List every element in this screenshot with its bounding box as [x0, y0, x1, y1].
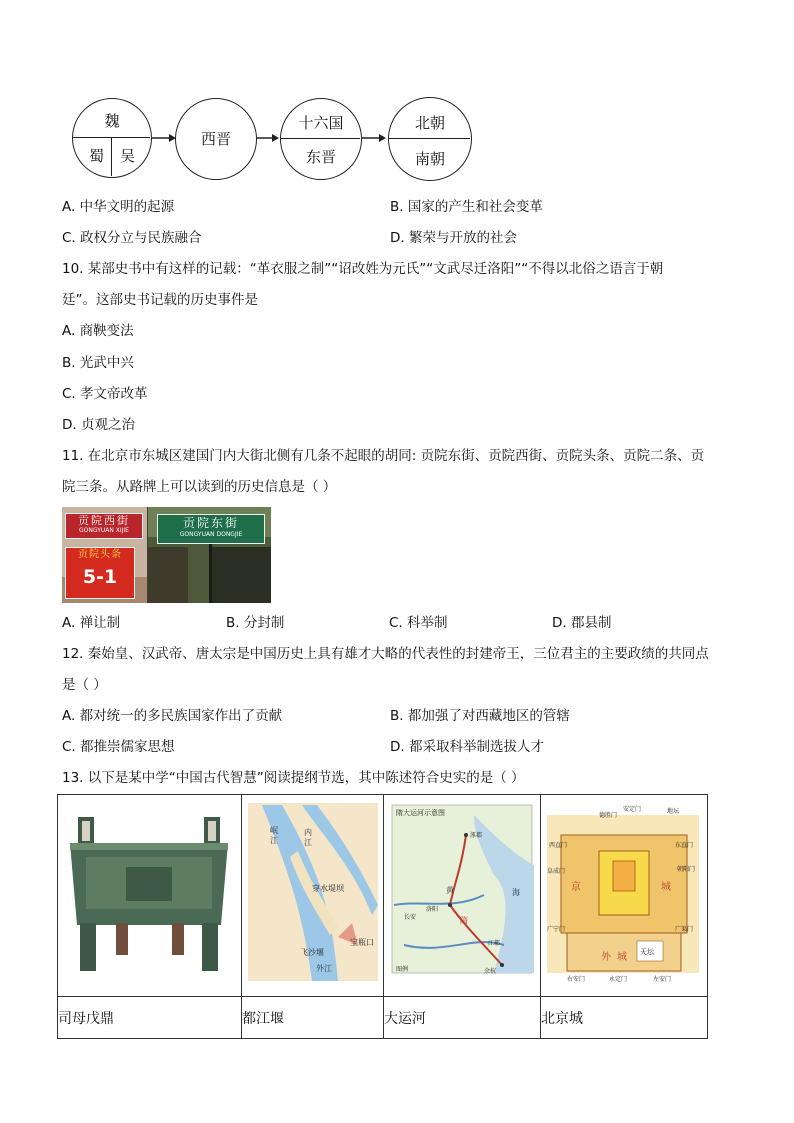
svg-text:涿郡: 涿郡 — [470, 832, 483, 839]
svg-text:飞沙堰: 飞沙堰 — [300, 948, 324, 957]
q9-option-c[interactable]: C. 政权分立与民族融合 — [62, 230, 202, 246]
q10-option-c[interactable]: C. 孝文帝改革 — [62, 386, 148, 402]
q13-table — [57, 794, 708, 1039]
svg-text:京: 京 — [571, 882, 581, 893]
arrow-icon — [362, 131, 388, 145]
caption-ding: 司母戊鼎 — [58, 997, 242, 1039]
caption-canal: 大运河 — [384, 997, 541, 1039]
image-cell-beijing — [541, 795, 708, 997]
svg-text:朝阳门: 朝阳门 — [677, 866, 696, 873]
svg-text:右安门: 右安门 — [567, 976, 586, 983]
q10-option-d[interactable]: D. 贞观之治 — [62, 417, 135, 433]
svg-text:隋大运河示意图: 隋大运河示意图 — [396, 809, 445, 817]
arrow-icon — [257, 131, 281, 145]
sign-gongyuan-xijie: 贡院西街 GONGYUAN XIJIE — [65, 513, 143, 539]
grand-canal-map — [384, 795, 540, 992]
label-sixteen-kingdoms: 十六国 — [298, 114, 344, 132]
svg-text:海: 海 — [512, 888, 520, 897]
svg-text:地坛: 地坛 — [667, 808, 680, 815]
q9-option-d[interactable]: D. 繁荣与开放的社会 — [390, 230, 517, 246]
svg-text:内: 内 — [304, 828, 312, 837]
q11-stem-line2: 院三条。从路牌上可以读到的历史信息是（ ） — [62, 479, 337, 495]
circle-north-south — [388, 97, 472, 181]
simu-wu-ding-image — [58, 795, 241, 992]
svg-text:西直门: 西直门 — [549, 842, 568, 849]
label-dongjin: 东晋 — [305, 148, 336, 166]
q12-stem-line2: 是（ ） — [62, 677, 107, 693]
svg-text:城: 城 — [661, 882, 671, 893]
svg-text:江: 江 — [270, 836, 278, 845]
sign-gongyuan-toutiao: 贡院头条 5-1 — [65, 547, 135, 599]
circle-xijin — [175, 98, 257, 180]
sign-gongyuan-dongjie: 贡院东街 GONGYUAN DONGJIE — [157, 514, 265, 544]
svg-text:江都: 江都 — [488, 940, 501, 947]
label-beichao: 北朝 — [414, 114, 445, 132]
q11-option-b[interactable]: B. 分封制 — [226, 615, 285, 631]
svg-text:安定门: 安定门 — [623, 806, 642, 813]
q11-option-c[interactable]: C. 科举制 — [389, 615, 448, 631]
svg-text:广渠门: 广渠门 — [675, 926, 694, 933]
image-cell-canal — [384, 795, 541, 997]
label-xijin: 西晋 — [200, 130, 231, 148]
circle-sixteen-kingdoms — [280, 98, 362, 180]
svg-text:阜成门: 阜成门 — [547, 868, 566, 875]
svg-text:永定门: 永定门 — [609, 976, 628, 983]
label-wu: 吴 — [120, 147, 136, 165]
image-cell-ding — [58, 795, 242, 997]
svg-text:广宁门: 广宁门 — [547, 926, 566, 933]
svg-text:隋: 隋 — [460, 916, 468, 925]
q9-option-a[interactable]: A. 中华文明的起源 — [62, 199, 175, 215]
svg-text:图例: 图例 — [396, 966, 409, 973]
image-cell-dujiangyan — [242, 795, 384, 997]
svg-text:德胜门: 德胜门 — [599, 812, 618, 819]
q12-option-c[interactable]: C. 都推崇儒家思想 — [62, 739, 175, 755]
svg-text:左安门: 左安门 — [653, 976, 672, 983]
q11-option-d[interactable]: D. 郡县制 — [552, 615, 612, 631]
svg-text:余杭: 余杭 — [484, 968, 497, 975]
svg-text:天坛: 天坛 — [640, 948, 654, 956]
circle-wei-shu-wu — [72, 98, 152, 178]
street-sign-photo — [62, 507, 271, 603]
label-wei: 魏 — [104, 112, 120, 130]
svg-text:外江: 外江 — [316, 964, 332, 973]
svg-text:岷: 岷 — [270, 826, 278, 835]
caption-beijing: 北京城 — [541, 997, 708, 1039]
q13-stem: 13. 以下是某中学“中国古代智慧”阅读提纲节选，其中陈述符合史实的是（ ） — [62, 770, 525, 786]
q10-stem-line2: 廷”。这部史书记载的历史事件是 — [62, 292, 258, 308]
q12-option-b[interactable]: B. 都加强了对西藏地区的管辖 — [390, 708, 570, 724]
q10-stem-line1: 10. 某部史书中有这样的记载：“革衣服之制”“诏改姓为元氏”“文武尽迁洛阳”“不得以北俗之语言于朝 — [62, 261, 664, 277]
svg-text:穿水堤坝: 穿水堤坝 — [312, 884, 344, 893]
q12-option-d[interactable]: D. 都采取科举制选拔人才 — [390, 739, 544, 755]
caption-dujiangyan: 都江堰 — [242, 997, 384, 1039]
q12-stem-line1: 12. 秦始皇、汉武帝、唐太宗是中国历史上具有雄才大略的代表性的封建帝王，三位君主的主要政绩的共同点 — [62, 646, 709, 662]
label-nanchao: 南朝 — [414, 150, 445, 168]
svg-text:东直门: 东直门 — [675, 842, 694, 849]
svg-text:江: 江 — [304, 838, 312, 847]
svg-text:外: 外 — [601, 952, 611, 963]
beijing-city-map — [541, 795, 707, 992]
q11-stem-line1: 11. 在北京市东城区建国门内大街北侧有几条不起眼的胡同: 贡院东街、贡院西街、贡院头条、贡院二条、贡 — [62, 448, 705, 464]
svg-text:洛阳: 洛阳 — [426, 906, 439, 913]
svg-text:城: 城 — [617, 952, 627, 963]
svg-text:长安: 长安 — [404, 914, 417, 921]
q11-option-a[interactable]: A. 禅让制 — [62, 615, 121, 631]
label-shu: 蜀 — [89, 147, 105, 165]
q10-option-b[interactable]: B. 光武中兴 — [62, 355, 134, 371]
svg-text:宝瓶口: 宝瓶口 — [350, 938, 374, 947]
svg-text:黄: 黄 — [446, 886, 454, 895]
dujiangyan-map — [242, 795, 383, 992]
q12-option-a[interactable]: A. 都对统一的多民族国家作出了贡献 — [62, 708, 283, 724]
sign-pole — [209, 544, 212, 603]
q9-option-b[interactable]: B. 国家的产生和社会变革 — [390, 199, 543, 215]
q10-option-a[interactable]: A. 商鞅变法 — [62, 323, 134, 339]
